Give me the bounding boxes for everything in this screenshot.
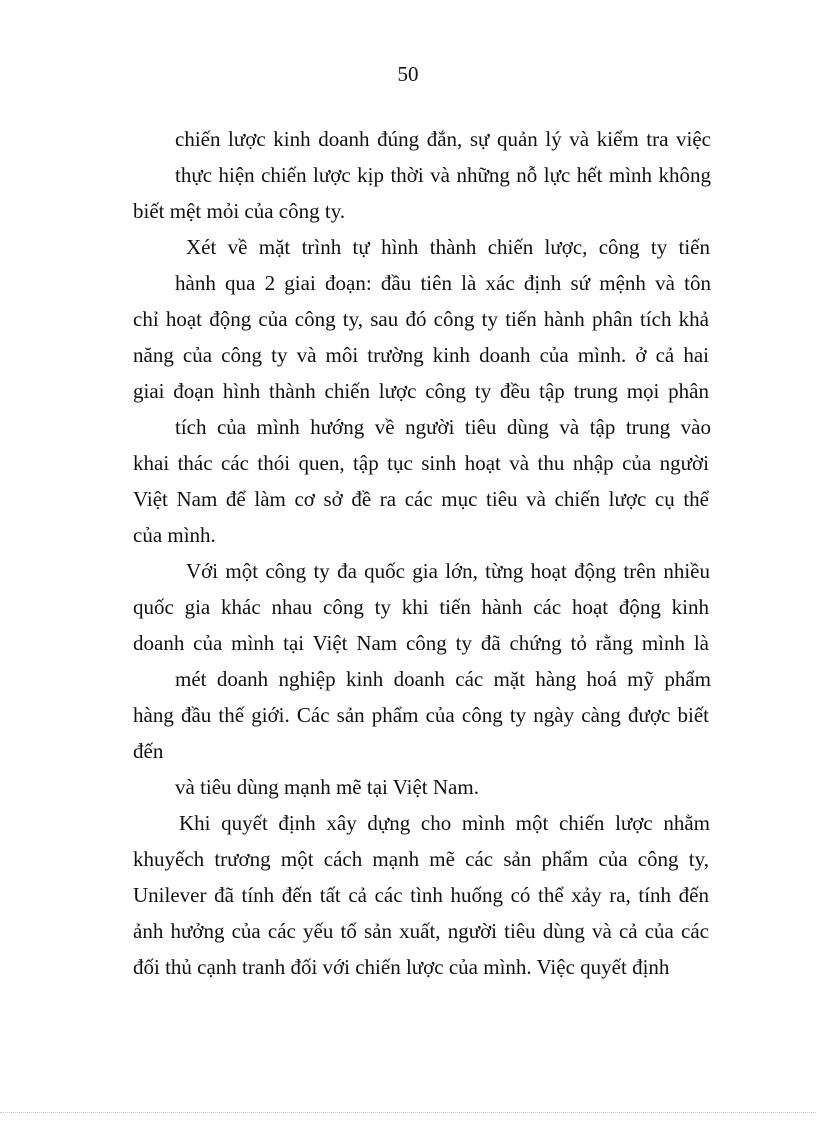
text-line: Khi quyết định xây dựng cho mình một chiến lược nhằm [179, 811, 710, 835]
page-number: 50 [397, 62, 419, 86]
text-line: Xét về mặt trình tự hình thành chiến lược, công ty tiến [186, 235, 710, 259]
text-line: mét doanh nghiệp kinh doanh các mặt hàng hoá mỹ phẩm [175, 667, 711, 691]
text-line: giai đoạn hình thành chiến lược công ty đều tập trung mọi phân [133, 379, 709, 403]
text-line: chỉ hoạt động của công ty, sau đó công ty tiến hành phân tích khả [133, 307, 709, 331]
text-line: hàng đầu thế giới. Các sản phẩm của công ty ngày càng được biết [133, 703, 709, 727]
text-line: Với một công ty đa quốc gia lớn, từng hoạt động trên nhiều [186, 559, 710, 583]
text-line: tích của mình hướng về người tiêu dùng và tập trung vào [175, 415, 711, 439]
text-line: ảnh hưởng của các yếu tố sản xuất, người tiêu dùng và cả của các [133, 919, 709, 943]
text-line: và tiêu dùng mạnh mẽ tại Việt Nam. [175, 775, 479, 799]
text-line: đến [133, 739, 164, 763]
text-line: thực hiện chiến lược kịp thời và những nỗ lực hết mình không [175, 163, 711, 187]
bottom-dotted-rule [0, 1112, 816, 1113]
text-line: Việt Nam để làm cơ sở đề ra các mục tiêu và chiến lược cụ thể [133, 487, 709, 511]
text-line: năng của công ty và môi trường kinh doanh của mình. ở cả hai [133, 343, 709, 367]
text-line: biết mệt mỏi của công ty. [133, 199, 346, 223]
text-line: khuyếch trương một cách mạnh mẽ các sản phẩm của công ty, [133, 847, 709, 871]
text-line: Unilever đã tính đến tất cả các tình huống có thể xảy ra, tính đến [133, 883, 709, 907]
text-line: của mình. [133, 523, 216, 547]
text-line: chiến lược kinh doanh đúng đắn, sự quản lý và kiểm tra việc [175, 127, 711, 151]
text-line: quốc gia khác nhau công ty khi tiến hành các hoạt động kinh [133, 595, 709, 619]
text-line: doanh của mình tại Việt Nam công ty đã chứng tỏ rằng mình là [133, 631, 709, 655]
text-line: hành qua 2 giai đoạn: đầu tiên là xác định sứ mệnh và tôn [175, 271, 711, 295]
text-line: đối thủ cạnh tranh đối với chiến lược của mình. Việc quyết định [133, 955, 670, 979]
text-line: khai thác các thói quen, tập tục sinh hoạt và thu nhập của người [133, 451, 709, 475]
